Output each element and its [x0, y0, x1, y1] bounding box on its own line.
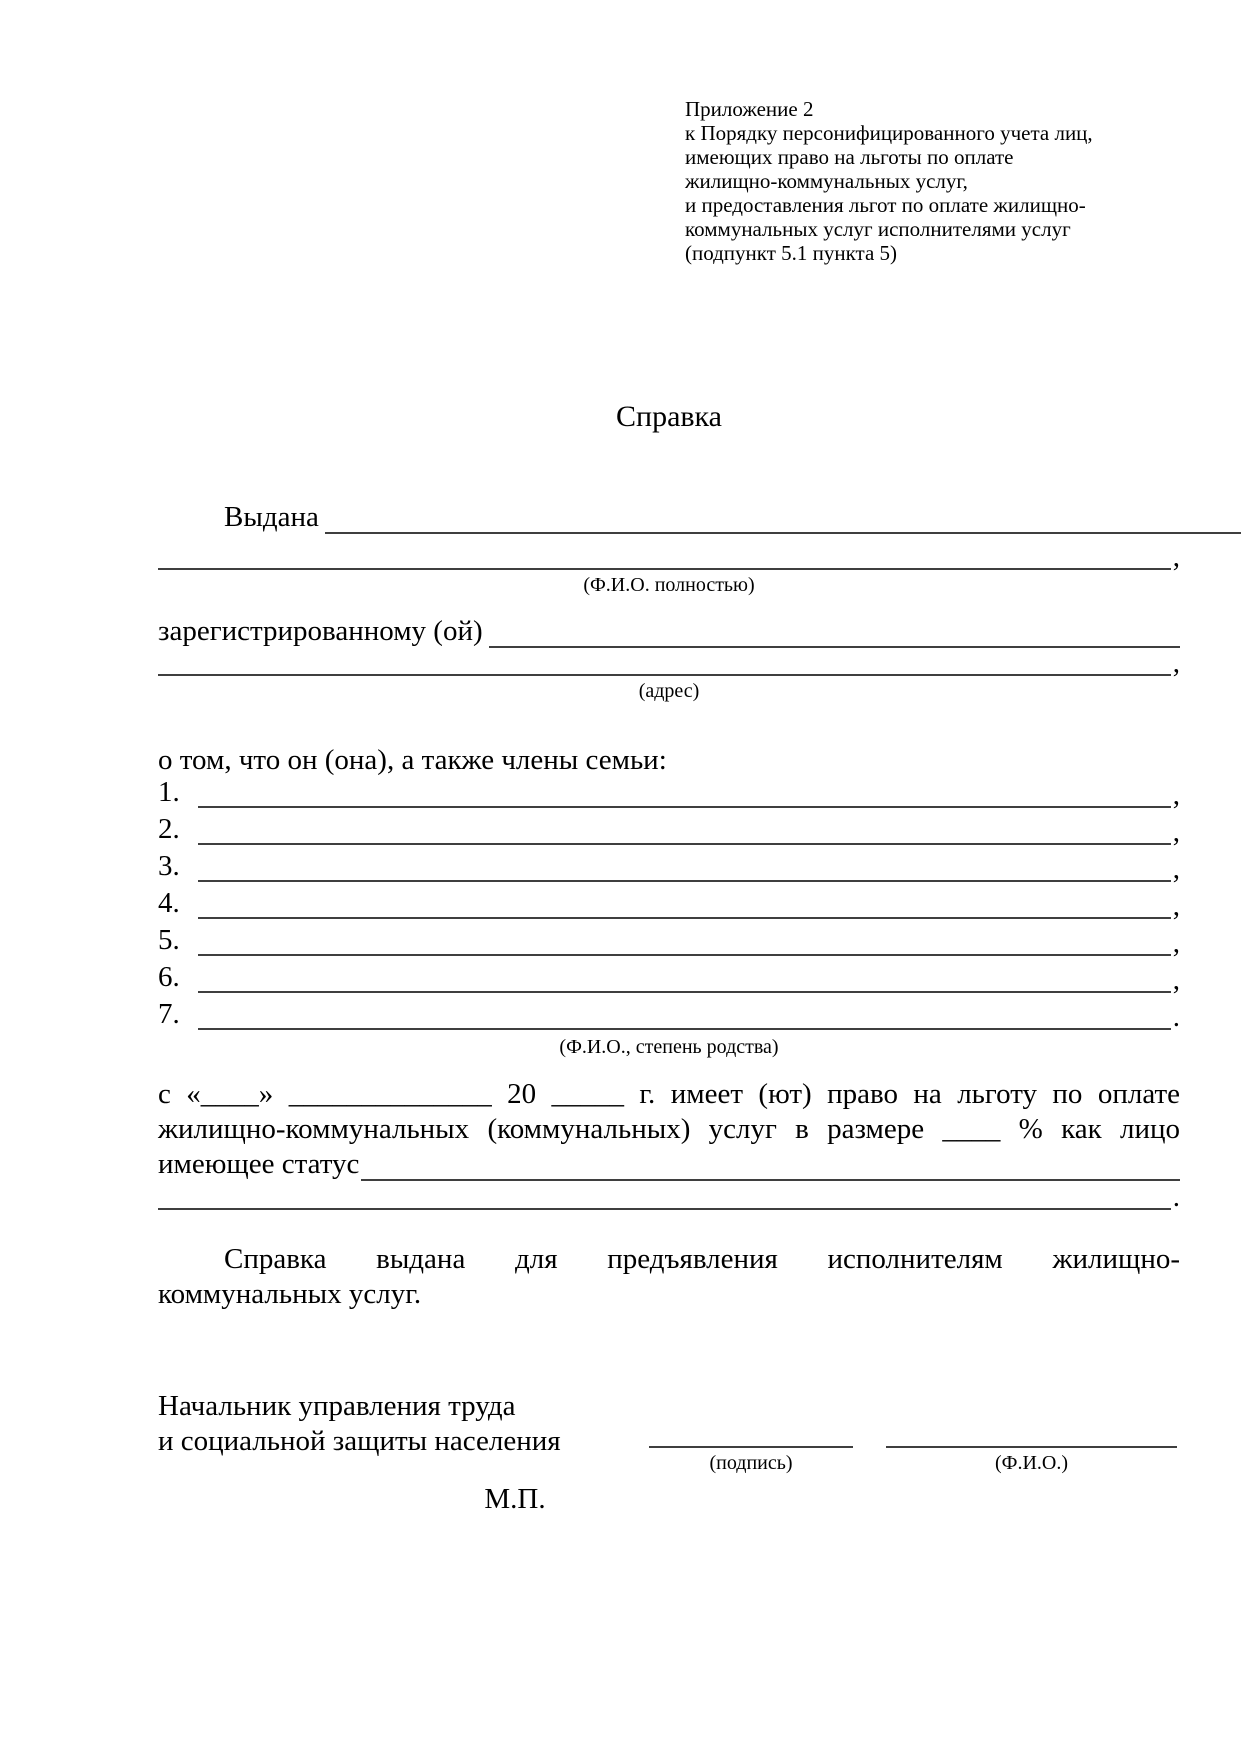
purpose-line-1: Справка выдана для предъявления исполнителям жилищно- [224, 1243, 1180, 1275]
family-member-row [158, 845, 1180, 885]
line-end-punctuation: , [1172, 541, 1180, 573]
benefit-line-2: жилищно-коммунальных (коммунальных) услуг в размере ____ % как лицо [158, 1113, 1180, 1145]
line-end-punctuation: , [1172, 964, 1180, 996]
signature-caption: (подпись) [709, 1452, 793, 1474]
family-member-field[interactable] [198, 1028, 1171, 1030]
address-row2 [158, 646, 1180, 679]
family-member-field[interactable] [198, 991, 1171, 993]
line-end-punctuation: , [1172, 853, 1180, 885]
appendix-note-line: коммунальных услуг исполнителями услуг [685, 217, 1071, 241]
family-member-number: 3. [158, 850, 180, 882]
family-member-field[interactable] [198, 880, 1171, 882]
signatory-name-field[interactable] [886, 1430, 1177, 1448]
line-end-punctuation: , [1172, 890, 1180, 922]
address-caption: (адрес) [638, 680, 700, 702]
family-member-row [158, 808, 1180, 848]
family-member-row [158, 919, 1180, 959]
line-end-punctuation: . [1172, 1181, 1180, 1213]
issued-row [158, 498, 1241, 534]
registered-row [158, 612, 1180, 648]
line-end-punctuation: . [1172, 1001, 1180, 1033]
fio-caption: (Ф.И.О. полностью) [583, 574, 755, 596]
page-title: Справка [616, 400, 722, 433]
family-member-field[interactable] [198, 806, 1171, 808]
family-member-row [158, 771, 1180, 811]
issued-name-row2 [158, 540, 1180, 573]
issued-label: Выдана [224, 501, 319, 533]
appendix-note-line: имеющих право на льготы по оплате [685, 145, 1014, 169]
registered-label: зарегистрированному (ой) [158, 615, 483, 647]
benefit-line-1: с «____» ______________ 20 _____ г. имеет (ют) право на льготу по оплате [158, 1078, 1180, 1110]
family-member-field[interactable] [198, 917, 1171, 919]
family-intro: о том, что он (она), а также члены семьи: [158, 744, 667, 776]
official-title-line-2: и социальной защиты населения [158, 1425, 561, 1457]
issued-name-field-2[interactable] [158, 568, 1171, 570]
appendix-note [685, 97, 1155, 265]
family-member-field[interactable] [198, 843, 1171, 845]
signature-field[interactable] [649, 1430, 853, 1448]
family-member-row [158, 956, 1180, 996]
family-member-number: 1. [158, 776, 180, 808]
family-member-row [158, 993, 1180, 1033]
family-caption: (Ф.И.О., степень родства) [559, 1036, 779, 1058]
status-label: имеющее статус [158, 1148, 360, 1180]
family-member-field[interactable] [198, 954, 1171, 956]
issued-name-field[interactable] [325, 532, 1241, 534]
family-member-row [158, 882, 1180, 922]
appendix-note-line: (подпункт 5.1 пункта 5) [685, 241, 898, 265]
line-end-punctuation: , [1172, 816, 1180, 848]
benefit-status-row2 [158, 1180, 1180, 1213]
family-member-number: 4. [158, 887, 180, 919]
line-end-punctuation: , [1172, 779, 1180, 811]
line-end-punctuation: , [1172, 647, 1180, 679]
family-member-list [158, 771, 1180, 1033]
benefit-status-row [158, 1148, 1180, 1181]
official-title-line-1: Начальник управления труда [158, 1390, 516, 1422]
signatory-name-caption: (Ф.И.О.) [994, 1452, 1068, 1474]
family-member-number: 7. [158, 998, 180, 1030]
family-member-number: 2. [158, 813, 180, 845]
stamp-placeholder: М.П. [484, 1483, 546, 1515]
appendix-note-line: жилищно-коммунальных услуг, [685, 169, 968, 193]
line-end-punctuation: , [1172, 927, 1180, 959]
address-field-2[interactable] [158, 674, 1171, 676]
family-member-number: 6. [158, 961, 180, 993]
appendix-note-line: Приложение 2 [685, 97, 814, 121]
appendix-note-line: к Порядку персонифицированного учета лиц, [685, 121, 1093, 145]
status-field-2[interactable] [158, 1208, 1171, 1210]
purpose-line-2: коммунальных услуг. [158, 1278, 422, 1310]
family-member-number: 5. [158, 924, 180, 956]
appendix-note-line: и предоставления льгот по оплате жилищно- [685, 193, 1086, 217]
